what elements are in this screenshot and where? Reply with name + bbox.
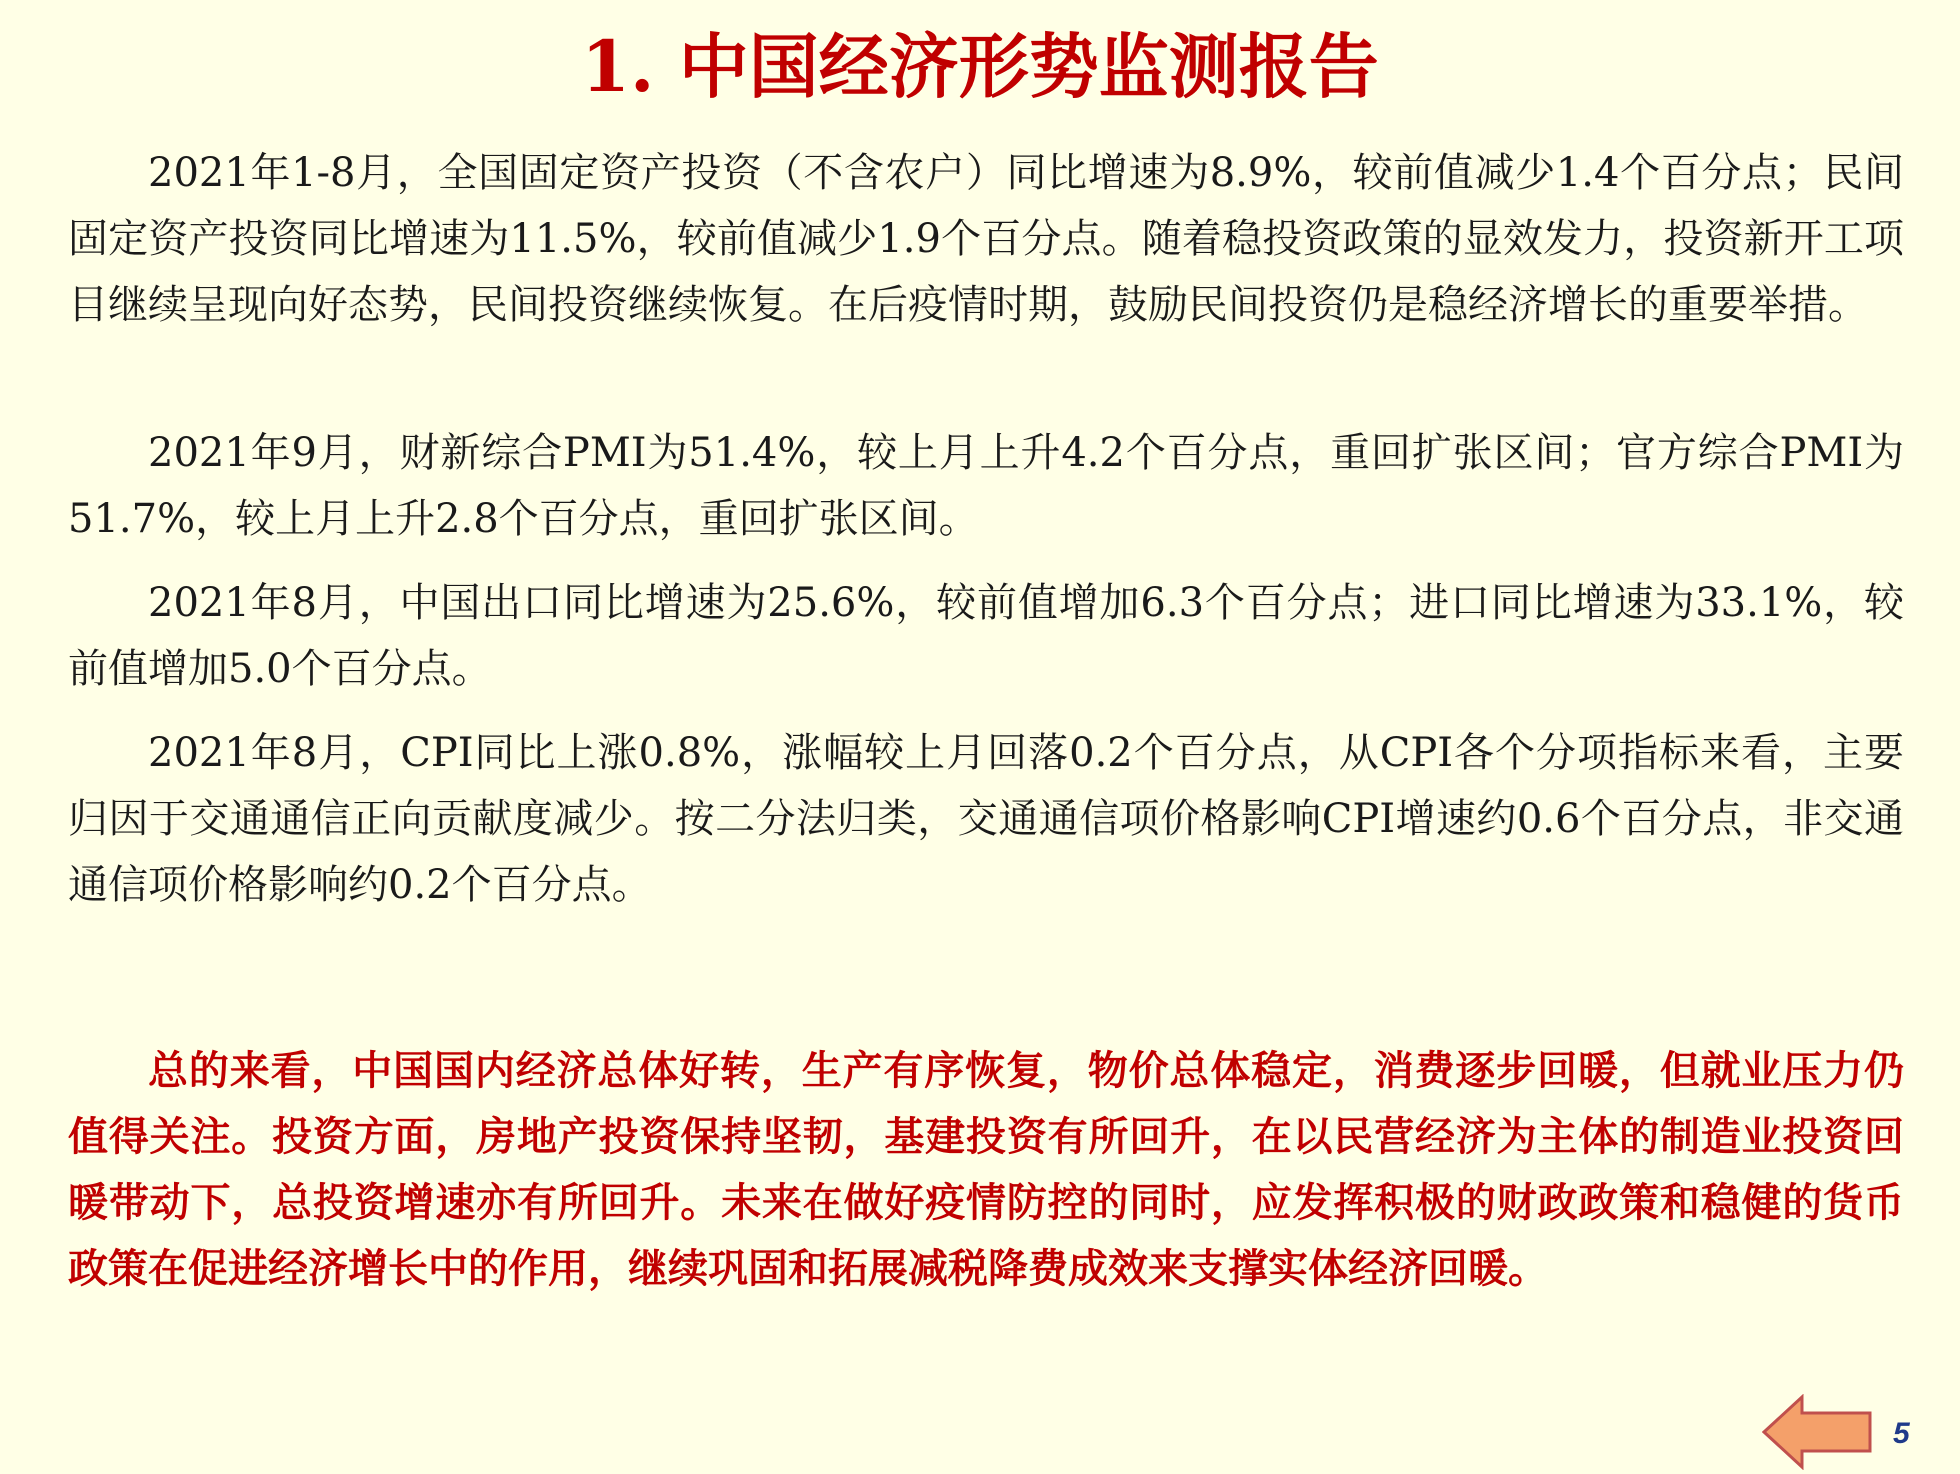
paragraph-cpi: 2021年8月，CPI同比上涨0.8%，涨幅较上月回落0.2个百分点，从CPI各个分项指标来看，主要归因于交通通信正向贡献度减少。按二分法归类，交通通信项价格影响CPI增速约0.6个百分点，非交通通信项价格影响约0.2个百分点。 <box>68 730 1904 908</box>
page-number: 5 <box>1893 1417 1910 1450</box>
page-title: 1. 中国经济形势监测报告 <box>581 25 1379 108</box>
paragraph-pmi: 2021年9月，财新综合PMI为51.4%，较上月上升4.2个百分点，重回扩张区间；官方综合PMI为51.7%，较上月上升2.8个百分点，重回扩张区间。 <box>68 430 1904 542</box>
paragraph-trade: 2021年8月，中国出口同比增速为25.6%，较前值增加6.3个百分点；进口同比增速为33.1%，较前值增加5.0个百分点。 <box>68 580 1904 692</box>
summary-paragraph: 总的来看，中国国内经济总体好转，生产有序恢复，物价总体稳定，消费逐步回暖，但就业压力仍值得关注。投资方面，房地产投资保持坚韧，基建投资有所回升，在以民营经济为主体的制造业投资回暖带动下，总投资增速亦有所回升。未来在做好疫情防控的同时，应发挥积极的财政政策和稳健的货币政策在促进经济增长中的作用，继续巩固和拓展减税降费成效来支撑实体经济回暖。 <box>68 1047 1904 1292</box>
left-arrow-icon <box>1762 1394 1874 1470</box>
back-button[interactable] <box>1762 1394 1874 1470</box>
paragraph-fixed-asset-investment: 2021年1-8月，全国固定资产投资（不含农户）同比增速为8.9%，较前值减少1.4个百分点；民间固定资产投资同比增速为11.5%，较前值减少1.9个百分点。随着稳投资政策的显效发力，投资新开工项目继续呈现向好态势，民间投资继续恢复。在后疫情时期，鼓励民间投资仍是稳经济增长的重要举措。 <box>68 150 1904 328</box>
